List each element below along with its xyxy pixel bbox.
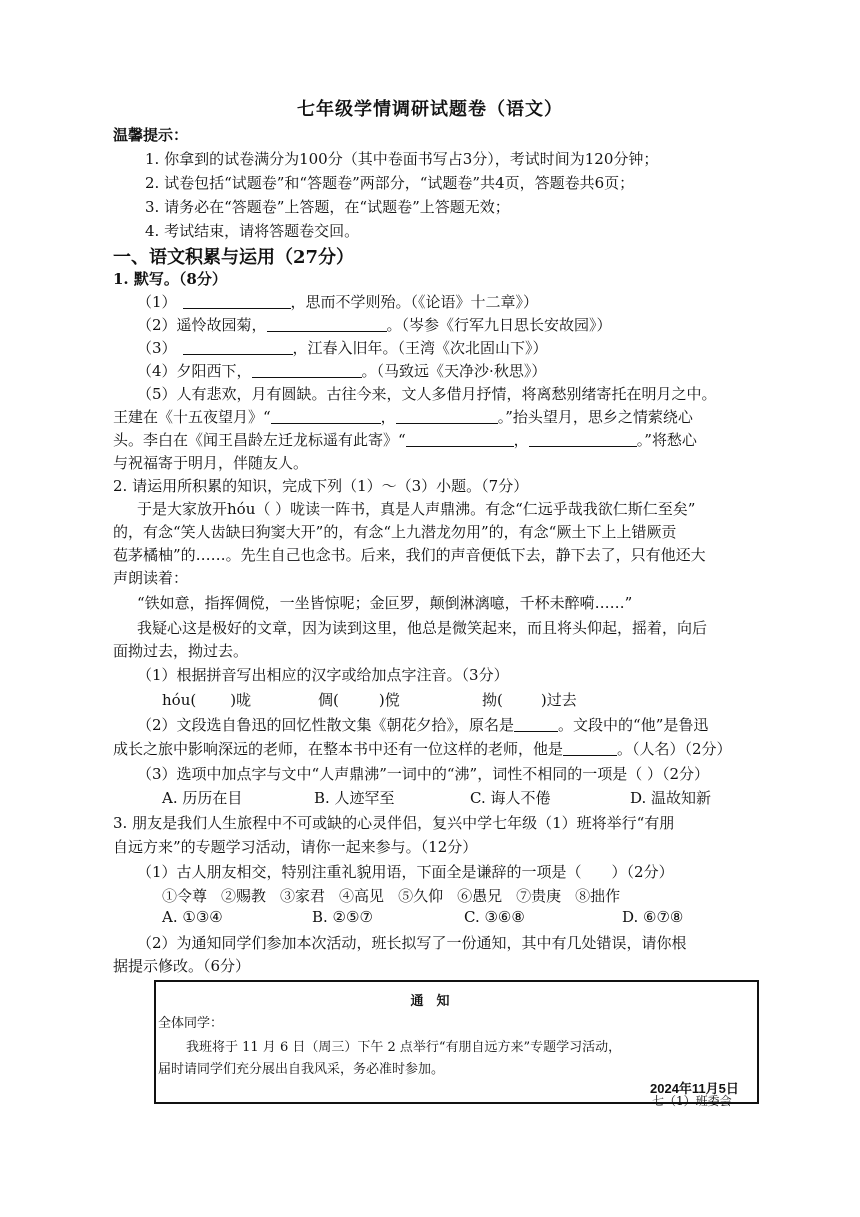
answer-blank — [514, 717, 558, 732]
option-a: A. 历历在目 — [162, 789, 243, 807]
word-suffix: )过去 — [540, 691, 577, 709]
q2-sub3-heading: （3）选项中加点字与文中“人声鼎沸”一词中的“沸”，词性不相同的一项是（ ）（2分） — [137, 765, 710, 783]
tip-item: 2. 试卷包括“试题卷”和“答题卷”两部分，“试题卷”共4页，答题卷共6页； — [145, 174, 635, 192]
q1-line-5b-pre: 王建在《十五夜望月》“ — [113, 408, 271, 426]
tip-item: 1. 你拿到的试卷满分为100分（其中卷面书写占3分），考试时间为120分钟； — [145, 150, 659, 168]
q2-sub2-text: 。文段中的“他”是鲁迅 — [558, 716, 709, 734]
notice-title: 通 知 — [410, 994, 450, 1009]
q2-sub2-text: （2）文段选自鲁迅的回忆性散文集《朝花夕拾》，原名是 — [137, 716, 515, 734]
word-item: ①令尊 — [162, 887, 208, 905]
q3-heading-1: 3. 朋友是我们人生旅程中不可或缺的心灵伴侣，复兴中学七年级（1）班将举行“有朋 — [113, 814, 675, 832]
word-item: ②赐教 — [221, 887, 267, 905]
word-suffix: )傥 — [378, 691, 400, 709]
option-a: A. ①③④ — [162, 908, 223, 926]
word-item: ④高见 — [339, 887, 385, 905]
q1-line-5d: 与祝福寄于明月，伴随友人。 — [113, 454, 309, 472]
q1-line-2-post: 。（岑参《行军九日思长安故园》） — [386, 316, 612, 334]
q2-sub2-text: 成长之旅中影响深远的老师，在整本书中还有一位这样的老师，他是 — [113, 740, 564, 758]
word-prefix: 倜( — [318, 691, 339, 709]
q1-line-1-text: ，思而不学则殆。（《论语》十二章》） — [290, 293, 539, 311]
section-heading: 一、语文积累与运用（27分） — [113, 247, 355, 268]
answer-blank — [271, 409, 381, 424]
q1-line-5a: （5）人有悲欢，月有圆缺。古往今来，文人多借月抒情，将离愁别绪寄托在明月之中。 — [137, 385, 717, 403]
answer-blank — [563, 741, 617, 756]
tip-item: 4. 考试结束，请将答题卷交回。 — [145, 222, 360, 240]
word-item: ⑤久仰 — [398, 887, 444, 905]
word-item: ⑦贵庚 — [516, 887, 562, 905]
q1-line-5b — [113, 406, 693, 427]
q2-sub1-heading: （1）根据拼音写出相应的汉字或给加点字注音。（3分） — [137, 666, 509, 684]
notice-body-line: 届时请同学们充分展出自我风采，务必准时参加。 — [158, 1062, 445, 1077]
q2-sub1-word-3 — [482, 689, 577, 710]
q1-line-4-pre: （4）夕阳西下， — [137, 362, 252, 380]
q1-line-3 — [137, 337, 548, 358]
option-d: D. 温故知新 — [630, 789, 712, 807]
notice-date: 2024年11月5日 — [650, 1081, 739, 1096]
answer-blank — [529, 432, 637, 447]
word-suffix: )咙 — [230, 691, 252, 709]
q2-sub2-text: 。（人名）（2分） — [617, 740, 732, 758]
word-item: ③家君 — [280, 887, 326, 905]
word-item: ⑥愚兄 — [457, 887, 503, 905]
word-list — [162, 885, 620, 906]
notice-signer: 七（1）班委会 — [652, 1094, 732, 1108]
tip-item: 3. 请务必在“答题卷”上答题，在“试题卷”上答题无效； — [145, 198, 510, 216]
q1-line-5b-post: 。”抬头望月，思乡之情萦绕心 — [497, 408, 693, 426]
answer-blank — [267, 317, 387, 332]
q1-heading: 1. 默写。（8分） — [113, 270, 227, 288]
passage-line: 我疑心这是极好的文章，因为读到这里，他总是微笑起来，而且将头仰起，摇着，向后 — [137, 619, 708, 637]
option-c: C. ③⑥⑧ — [464, 908, 525, 926]
notice-salutation: 全体同学： — [158, 1016, 224, 1031]
q2-sub1-word-1 — [162, 689, 251, 710]
answer-blank — [183, 340, 293, 355]
word-item: ⑧拙作 — [575, 887, 621, 905]
answer-blank — [183, 294, 291, 309]
q1-line-1 — [137, 291, 538, 312]
passage-line: 的，有念“笑人齿缺曰狗窦大开”的，有念“上九潜龙勿用”的，有念“厥土下上上错厥贡 — [113, 523, 677, 541]
option-b: B. ②⑤⑦ — [312, 908, 373, 926]
q1-line-1-num: （1） — [137, 293, 177, 311]
answer-blank — [406, 432, 514, 447]
q3-heading-2: 自远方来”的专题学习活动，请你一起来参与。（12分） — [113, 838, 478, 856]
q1-line-5c — [113, 429, 697, 450]
passage-line: 于是大家放开hóu（ ）咙读一阵书，真是人声鼎沸。有念“仁远乎哉我欲仁斯仁至矣” — [137, 500, 696, 518]
q1-line-4 — [137, 360, 546, 381]
exam-title: 七年级学情调研试题卷（语文） — [297, 99, 563, 120]
q2-sub1-word-2 — [318, 689, 400, 710]
q2-sub2-line-2 — [113, 738, 732, 759]
q1-line-3-text: ，江春入旧年。（王湾《次北固山下》） — [292, 339, 548, 357]
option-d: D. ⑥⑦⑧ — [622, 908, 684, 926]
answer-blank — [396, 409, 498, 424]
answer-blank — [252, 363, 362, 378]
q1-line-5c-post: 。”将愁心 — [636, 431, 697, 449]
q1-line-2 — [137, 314, 612, 335]
passage-line: 声朗读着： — [113, 569, 189, 587]
word-prefix: 拗( — [482, 691, 503, 709]
q1-line-5c-comma: ， — [513, 431, 529, 449]
passage-quote: “铁如意，指挥倜傥，一坐皆惊呢；金叵罗，颠倒淋漓噫，千杯未醉嗬……” — [137, 594, 633, 612]
passage-line: 苞茅橘柚”的……。先生自己也念书。后来，我们的声音便低下去，静下去了，只有他还大 — [113, 546, 706, 564]
q1-line-5c-pre: 头。李白在《闻王昌龄左迁龙标遥有此寄》“ — [113, 431, 406, 449]
option-b: B. 人迹罕至 — [314, 789, 395, 807]
q3-sub2-line-1: （2）为通知同学们参加本次活动，班长拟写了一份通知，其中有几处错误，请你根 — [137, 934, 687, 952]
q1-line-5b-comma: ， — [380, 408, 396, 426]
q2-heading: 2. 请运用所积累的知识，完成下列（1）～（3）小题。（7分） — [113, 477, 529, 495]
notice-body-line: 我班将于 11 月 6 日（周三）下午 2 点举行“有朋自远方来”专题学习活动， — [186, 1040, 622, 1055]
q1-line-3-num: （3） — [137, 339, 177, 357]
passage-line: 面拗过去，拗过去。 — [113, 642, 249, 660]
q3-sub1-heading: （1）古人朋友相交，特别注重礼貌用语，下面全是谦辞的一项是（ ）（2分） — [137, 863, 674, 881]
q1-line-2-pre: （2）遥怜故园菊， — [137, 316, 267, 334]
q3-sub2-line-2: 据提示修改。（6分） — [113, 957, 251, 975]
word-prefix: hóu( — [162, 691, 197, 709]
q1-line-4-post: 。（马致远《天净沙·秋思》） — [361, 362, 547, 380]
q2-sub2-line-1 — [137, 714, 708, 735]
option-c: C. 诲人不倦 — [470, 789, 551, 807]
tips-heading: 温馨提示： — [113, 126, 189, 144]
